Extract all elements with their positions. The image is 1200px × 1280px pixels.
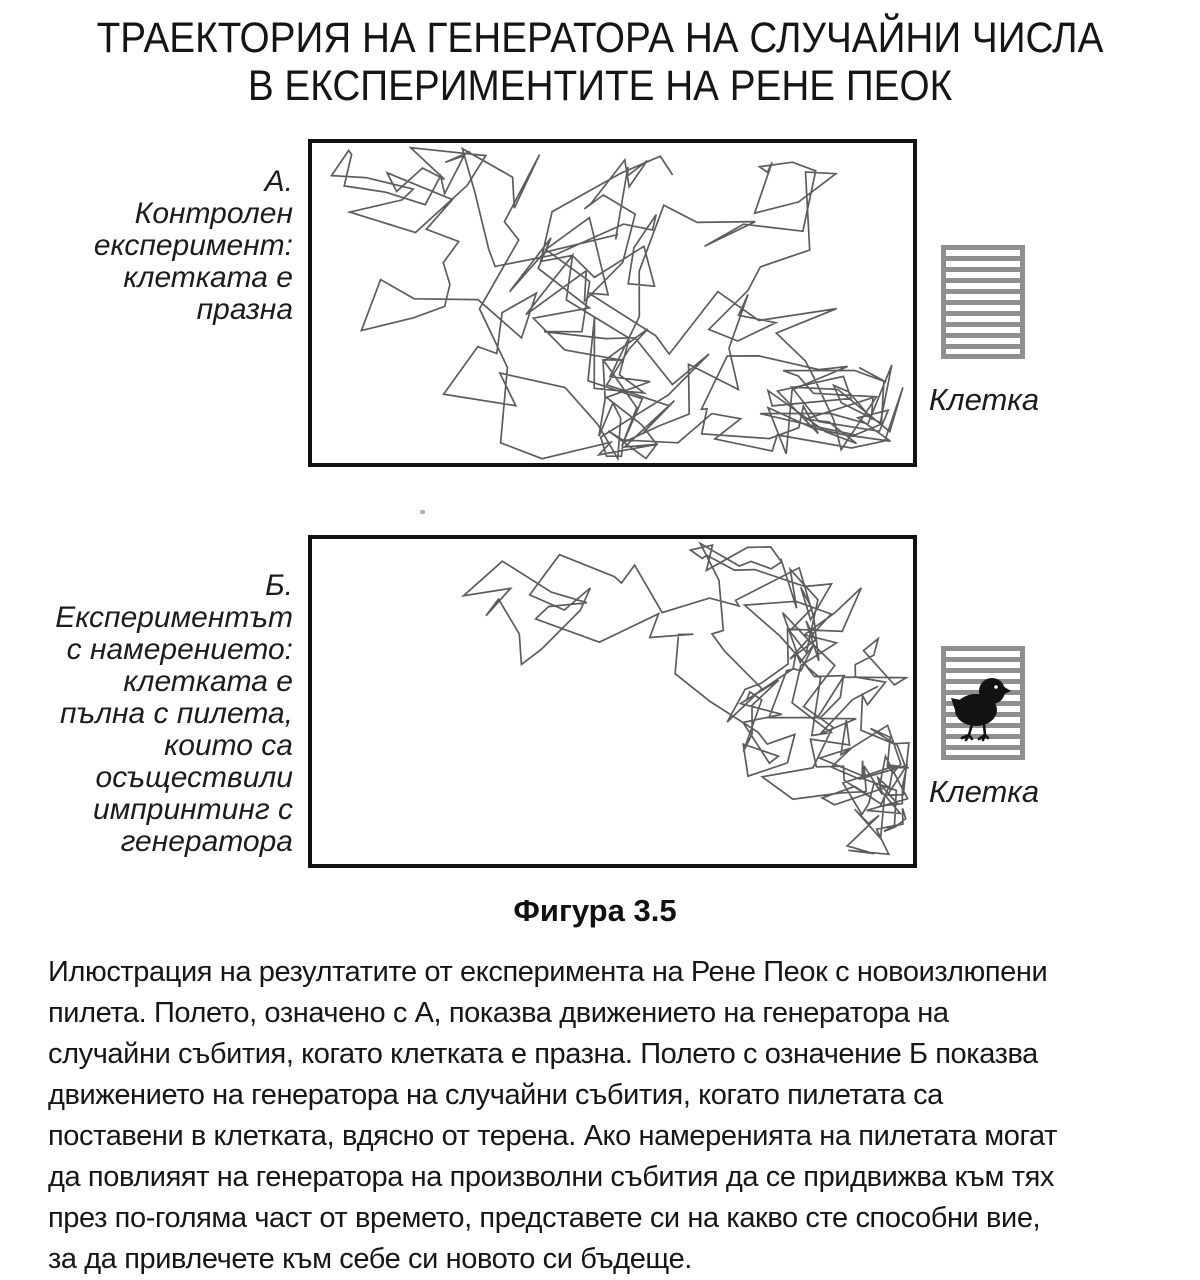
chick-icon	[949, 672, 1011, 742]
description-line: Илюстрация на резултатите от експеримента на Рене Пеок с новоизлюпени	[48, 956, 1048, 988]
panel-b-label-line: генератора	[120, 825, 293, 858]
figure-title	[60, 14, 1140, 110]
panel-b-label-line: Б.	[265, 569, 293, 602]
panel-a-label	[30, 166, 293, 326]
figure-description	[48, 952, 1168, 1280]
description-line: случайни събития, когато клетката е празна. Полето с означение Б показва	[48, 1038, 1038, 1070]
figure-caption: Фигура 3.5	[513, 893, 677, 928]
random-walk-trajectory-a	[312, 143, 913, 463]
panel-b-label-line: Експериментът	[55, 601, 293, 634]
description-line: пилета. Полето, означено с А, показва движението на генератора на	[48, 997, 949, 1029]
print-speck	[420, 510, 425, 514]
description-line: поставени в клетката, вдясно от терена. Ако намеренията на пилетата могат	[48, 1120, 1058, 1152]
figure-title-line2: В ЕКСПЕРИМЕНТИТЕ НА РЕНЕ ПЕОК	[247, 62, 953, 110]
panel-a-label-line: Контролен	[134, 197, 293, 230]
description-line: за да привлечете към себе си новото си бъдеще.	[48, 1243, 692, 1275]
panel-b-label-line: клетката е	[123, 665, 293, 698]
panel-b-label	[30, 570, 293, 858]
chick-eye	[994, 685, 998, 689]
panel-b-label-line: импринтинг с	[93, 793, 293, 826]
figure-title-line1: ТРАЕКТОРИЯ НА ГЕНЕРАТОРА НА СЛУЧАЙНИ ЧИСЛА	[96, 14, 1104, 62]
cage-icon-empty	[941, 245, 1025, 359]
description-line: движението на генератора на случайни събития, когато пилетата са	[48, 1079, 943, 1111]
cage-label-a: Клетка	[928, 382, 1040, 417]
description-line: да повлияят на генератора на произволни събития да се придвижва към тях	[48, 1161, 1054, 1193]
panel-b-label-line: които са	[164, 729, 293, 762]
panel-a-trajectory-box	[308, 139, 917, 467]
panel-b-label-line: осъществили	[95, 761, 293, 794]
description-line: през по-голяма част от времето, представете си на какво сте способни вие,	[48, 1202, 1041, 1234]
panel-b-label-line: с намерението:	[66, 633, 293, 666]
panel-a-label-line: експеримент:	[93, 229, 293, 262]
panel-b-label-line: пълна с пилета,	[59, 697, 293, 730]
panel-b-trajectory-box	[308, 535, 917, 868]
cage-label-b: Клетка	[928, 774, 1040, 809]
panel-a-label-line: А.	[264, 165, 293, 198]
panel-a-label-line: клетката е	[123, 261, 293, 294]
panel-a-label-line: празна	[196, 293, 293, 326]
random-walk-trajectory-b	[312, 539, 913, 864]
